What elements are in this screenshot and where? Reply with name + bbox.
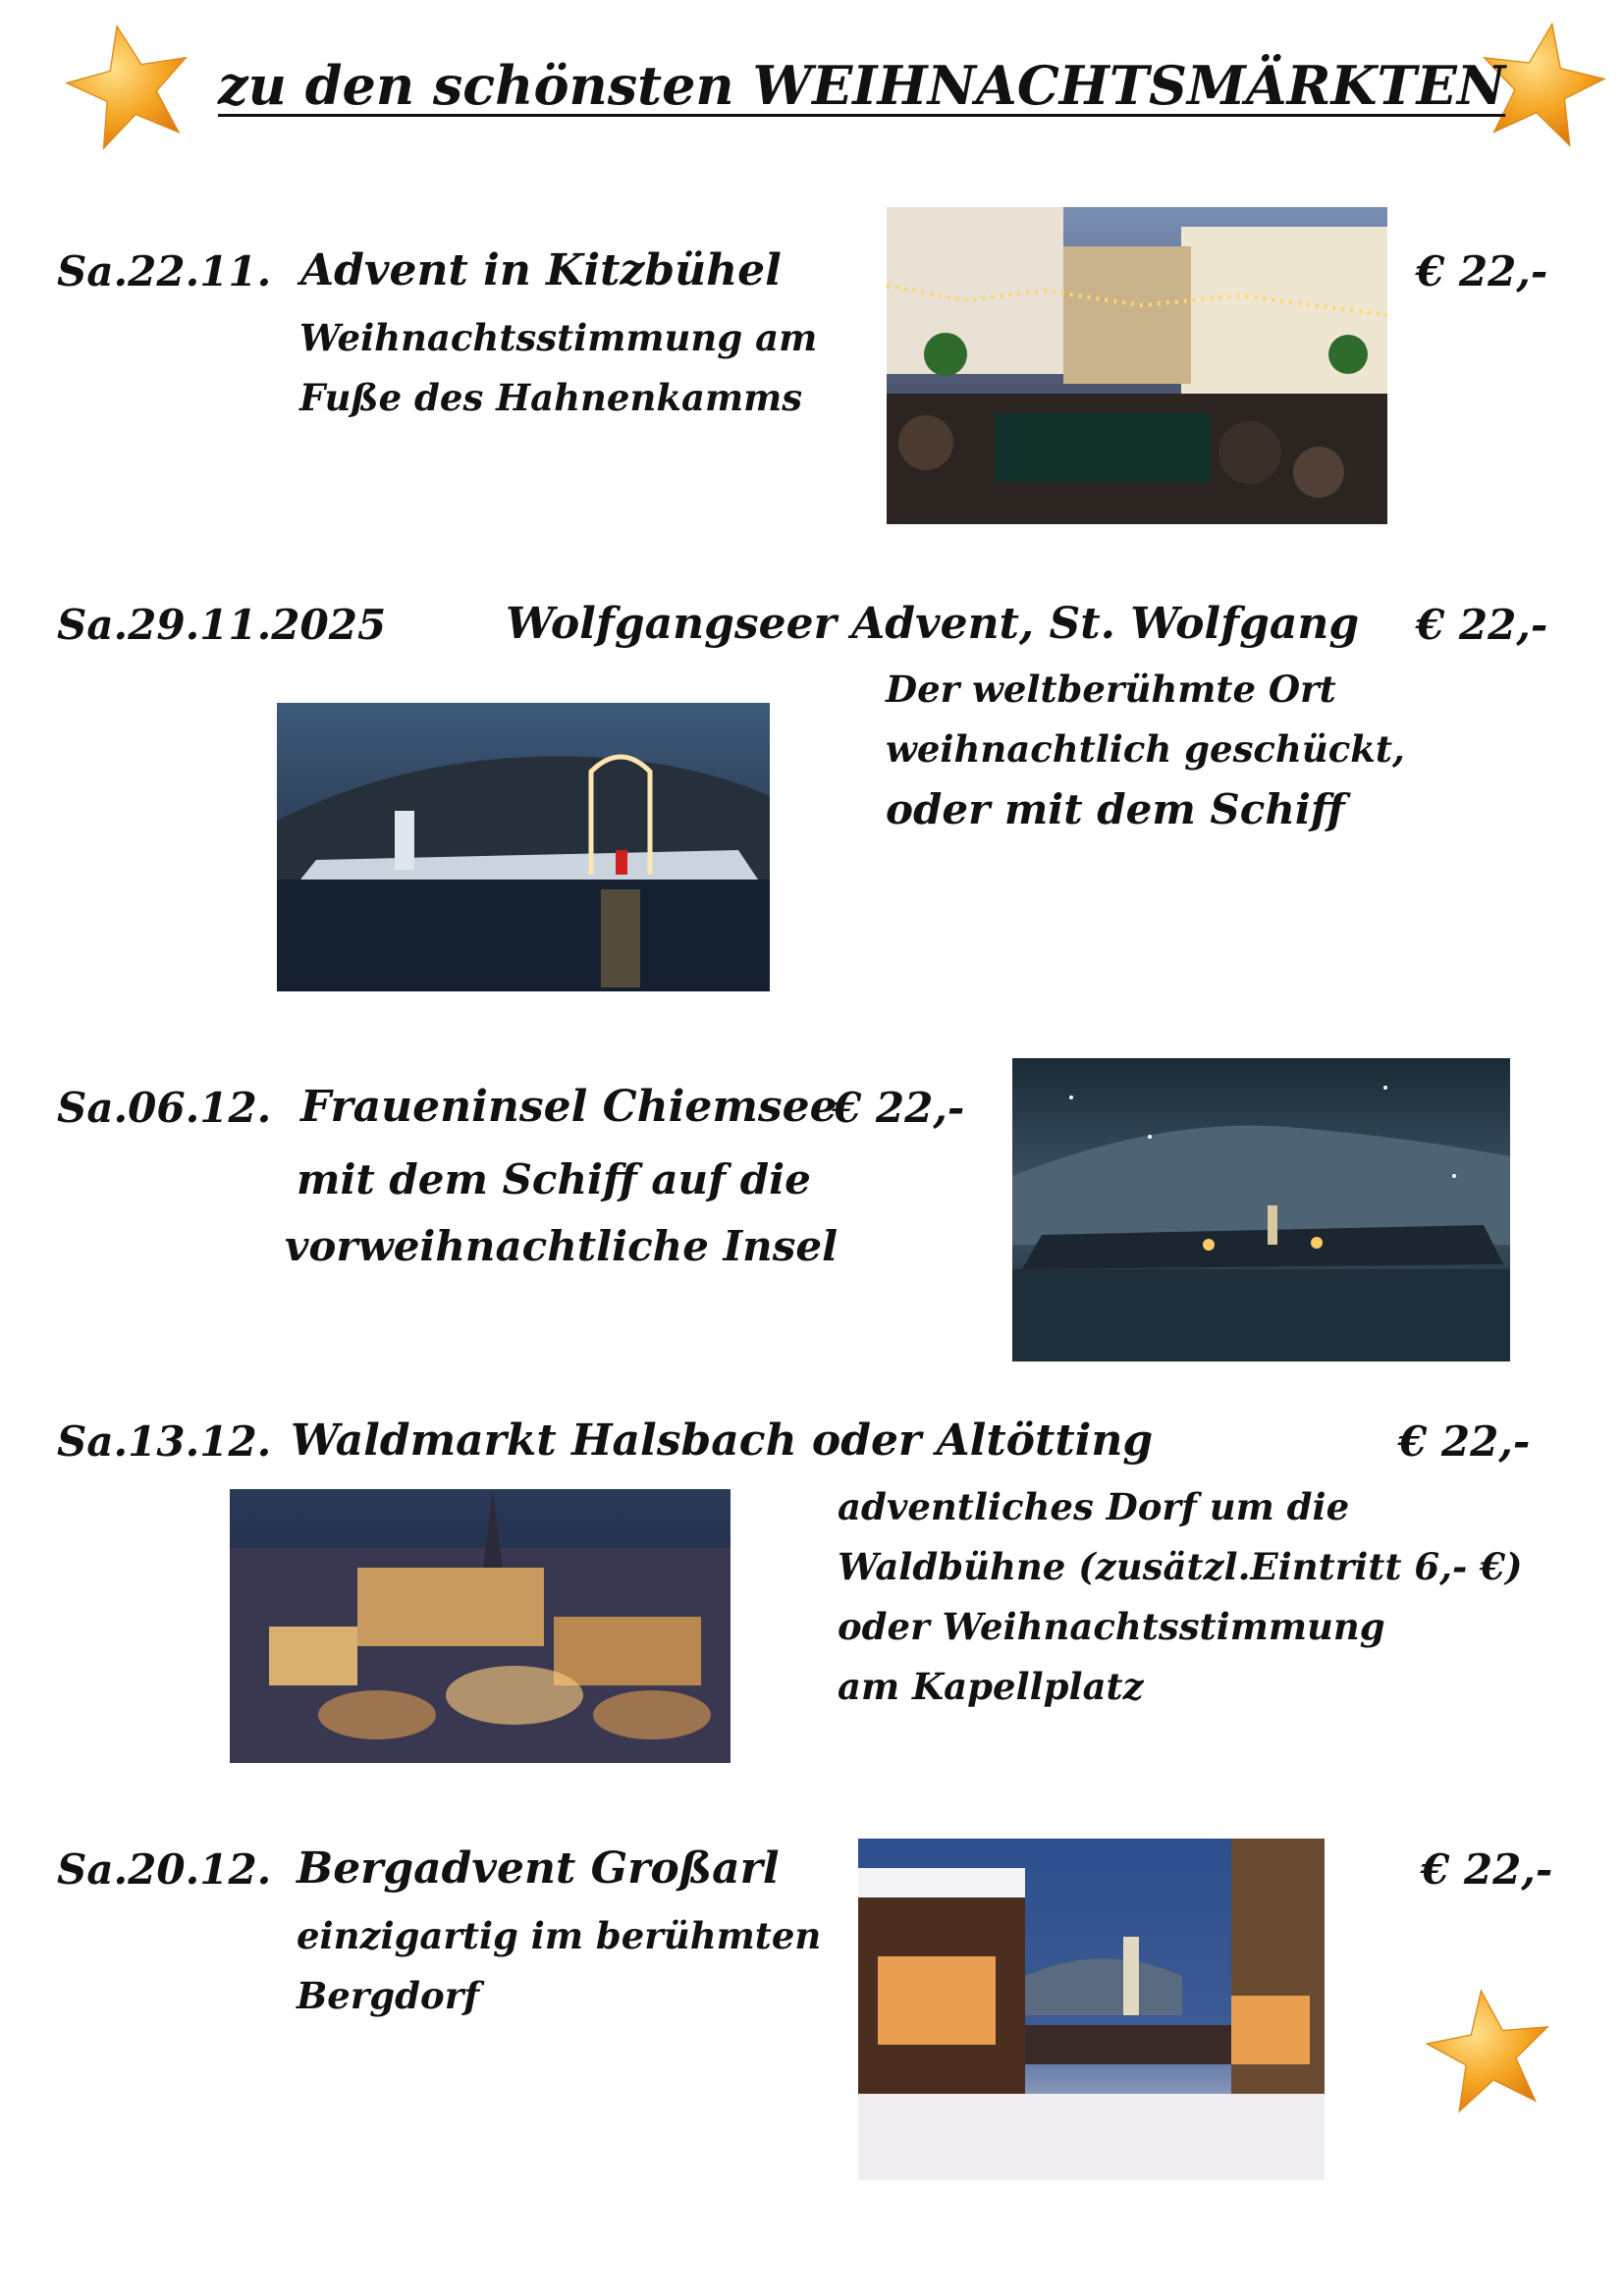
trip-price: € 22,- — [1416, 247, 1548, 295]
grossarl-photo — [858, 1839, 1325, 2180]
trip-date: Sa.06.12. — [57, 1084, 272, 1132]
description-line: mit dem Schiff auf die — [297, 1155, 811, 1203]
page-title: zu den schönsten WEIHNACHTSMÄRKTEN — [218, 54, 1506, 117]
trip-price: € 22,- — [833, 1084, 965, 1132]
description-line: Waldbühne (zusätzl.Eintritt 6,- €) — [838, 1545, 1523, 1588]
description-line: adventliches Dorf um die — [838, 1485, 1350, 1528]
trip-date: Sa.20.12. — [57, 1845, 272, 1894]
description-line: Bergdorf — [297, 1974, 480, 2017]
star-icon — [61, 20, 198, 152]
wolfgang-photo — [277, 703, 770, 991]
trip-price: € 22,- — [1416, 601, 1548, 649]
trip-name: Advent in Kitzbühel — [300, 245, 782, 295]
description-line: am Kapellplatz — [838, 1665, 1144, 1708]
description-line: einzigartig im berühmten — [297, 1914, 822, 1957]
trip-name: Fraueninsel Chiemsee — [300, 1082, 838, 1132]
description-line: Weihnachtsstimmung am — [299, 316, 818, 359]
description-line: weihnachtlich geschückt, — [886, 727, 1405, 771]
trip-date: Sa.13.12. — [57, 1417, 272, 1466]
trip-price: € 22,- — [1398, 1417, 1531, 1466]
star-icon — [1422, 1985, 1557, 2117]
description-line: vorweihnachtliche Insel — [285, 1222, 839, 1270]
trip-description — [299, 308, 817, 428]
trip-name: Wolfgangseer Advent, St. Wolfgang — [506, 599, 1360, 649]
trip-name: Waldmarkt Halsbach oder Altötting — [291, 1415, 1154, 1466]
description-line: Der weltberühmte Ort — [886, 667, 1336, 711]
trip-description — [297, 1906, 821, 2026]
trip-price: € 22,- — [1421, 1845, 1553, 1894]
altoetting-photo — [230, 1489, 731, 1763]
description-line: oder mit dem Schiff — [886, 785, 1345, 833]
trip-date: Sa.22.11. — [57, 247, 272, 295]
trip-description — [886, 660, 1405, 839]
trip-date: Sa.29.11.2025 — [57, 601, 387, 649]
description-line: oder Weihnachtsstimmung — [838, 1605, 1385, 1648]
trip-description — [838, 1477, 1522, 1717]
kitzbuehel-photo — [887, 207, 1387, 524]
trip-name: Bergadvent Großarl — [297, 1843, 780, 1894]
description-line: Fuße des Hahnenkamms — [299, 376, 803, 419]
chiemsee-photo — [1012, 1058, 1510, 1362]
trip-description — [285, 1147, 839, 1280]
